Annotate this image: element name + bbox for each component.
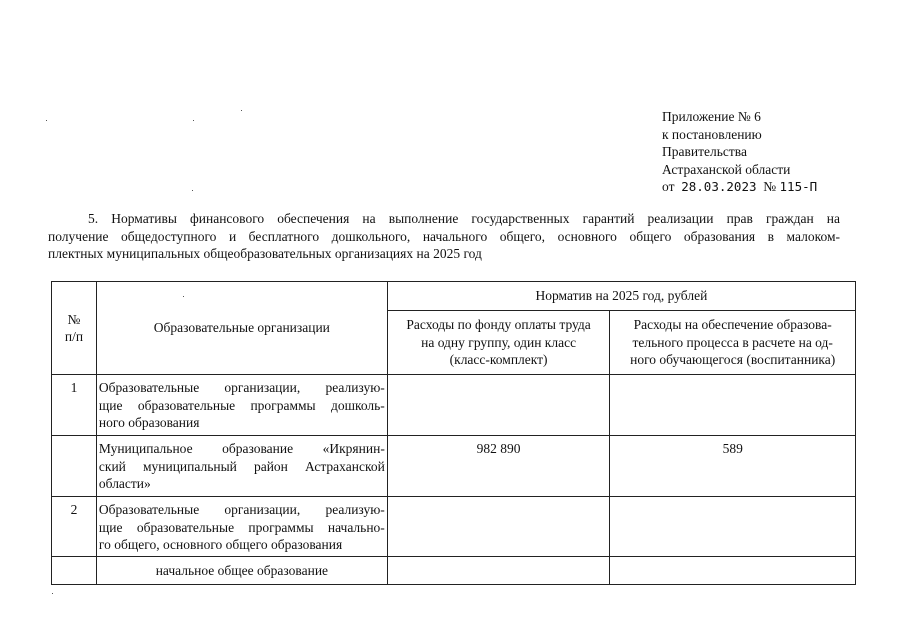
header-org: Образовательные организации — [96, 282, 387, 375]
annex-date-prefix: от — [662, 179, 675, 194]
row-process: 589 — [610, 436, 856, 497]
annex-title: Приложение № 6 — [662, 109, 761, 124]
header-fund-line: на одну группу, один класс — [421, 334, 577, 350]
scan-speck — [193, 120, 194, 121]
row-org-line: щие образовательные программы дошколь- — [98, 397, 385, 413]
header-process-line: Расходы на обеспечение образова- — [633, 317, 832, 332]
header-num — [52, 282, 97, 375]
row-num — [52, 557, 97, 585]
annex-date: 28.03.2023 — [681, 179, 757, 194]
row-org-line: го общего, основного общего образования — [98, 537, 343, 552]
scan-speck — [52, 593, 53, 594]
header-process-line: ного обучающегося (воспитанника) — [630, 352, 836, 367]
annex-government: Правительства — [662, 144, 747, 159]
annex-region: Астраханской области — [662, 161, 791, 177]
annex-number: 115-П — [779, 179, 818, 194]
row-num: 1 — [52, 375, 97, 436]
row-process — [610, 497, 856, 557]
heading-line-1: 5. Нормативы финансового обеспечения на выполнение государственных гарантий реализации прав граждан на — [88, 211, 840, 226]
header-num-line: п/п — [64, 329, 84, 344]
row-org-line: Образовательные организации, реализую- — [98, 502, 385, 517]
table-row — [52, 557, 856, 585]
scan-speck — [46, 120, 47, 121]
annex-date-line — [662, 178, 817, 196]
row-org — [96, 436, 387, 497]
row-num — [52, 436, 97, 497]
row-process — [610, 557, 856, 585]
header-process — [610, 311, 856, 375]
row-fund — [387, 557, 610, 585]
annex-block — [662, 108, 817, 196]
header-group: Норматив на 2025 год, рублей — [387, 282, 855, 311]
row-org-line: ного образования — [98, 415, 200, 430]
norms-table — [51, 281, 856, 585]
row-org — [96, 375, 387, 436]
row-org: начальное общее образование — [96, 557, 387, 585]
row-process — [610, 375, 856, 436]
row-fund — [387, 375, 610, 436]
row-org-line: Муниципальное образование «Икрянин- — [98, 441, 385, 456]
row-num: 2 — [52, 497, 97, 557]
row-org-line: Образовательные организации, реализую- — [98, 380, 385, 395]
scan-speck — [192, 190, 193, 191]
annex-number-sign: № — [763, 179, 777, 194]
heading-line-2: получение общедоступного и бесплатного дошкольного, начального общего, основного общего образования в малоком- — [48, 228, 840, 244]
table-row — [52, 375, 856, 436]
row-fund: 982 890 — [387, 436, 610, 497]
section-heading — [48, 210, 840, 263]
table-header-row — [52, 282, 856, 311]
row-org-line: щие образовательные программы начально- — [98, 519, 385, 535]
row-org-line: области» — [98, 476, 151, 491]
row-org-line: ский муниципальный район Астраханской — [98, 458, 385, 474]
header-num-line: № — [67, 311, 81, 327]
header-fund-line: (класс-комплект) — [449, 352, 548, 367]
table-row — [52, 497, 856, 557]
header-process-line: тельного процесса в расчете на од- — [632, 334, 833, 350]
row-org — [96, 497, 387, 557]
header-fund-line: Расходы по фонду оплаты труда — [406, 317, 591, 332]
row-fund — [387, 497, 610, 557]
header-fund — [387, 311, 610, 375]
table-row — [52, 436, 856, 497]
scan-speck — [241, 110, 242, 111]
annex-to-resolution: к постановлению — [662, 126, 762, 142]
heading-line-3: плектных муниципальных общеобразовательных организациях на 2025 год — [48, 246, 482, 261]
